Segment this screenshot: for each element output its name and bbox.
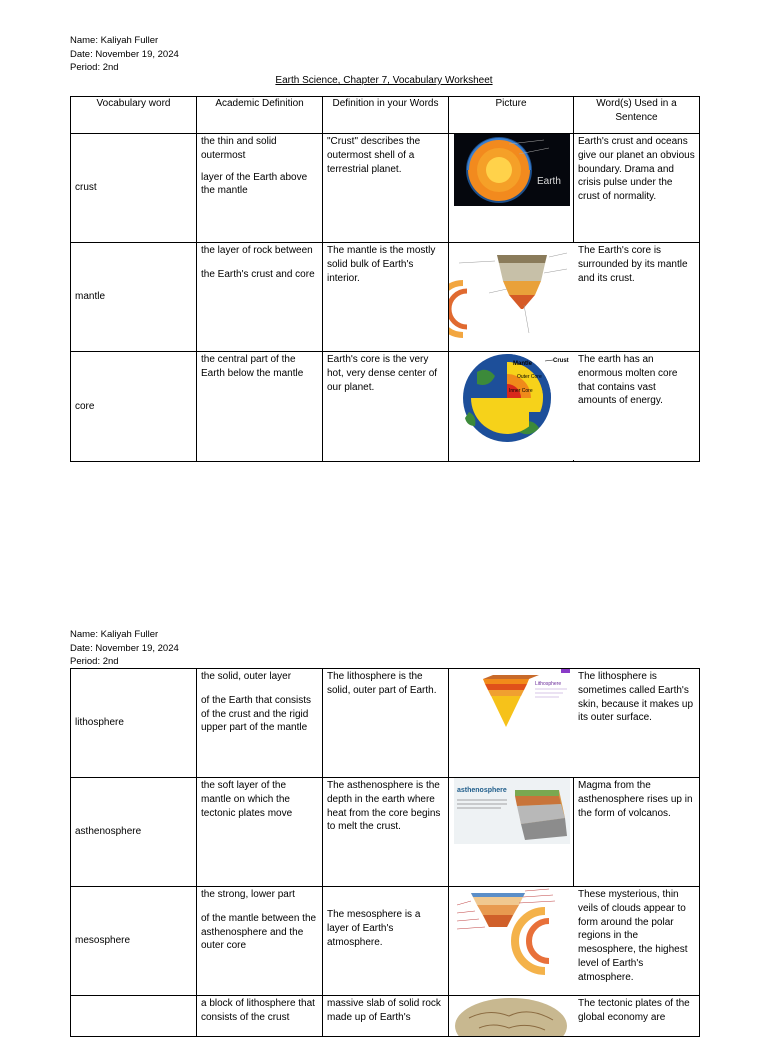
academic-definition-a: the thin and solid outermost [201,136,277,161]
academic-definition [197,887,323,996]
academic-definition-b: of the Earth that consists of the crust and the rigid upper part of the mantle [201,694,312,734]
academic-definition [197,134,323,243]
core-diagram-image [449,352,574,460]
table-row [71,243,700,352]
academic-definition: the central part of the Earth below the mantle [197,352,323,462]
table-row [71,134,700,243]
vocab-word: asthenosphere [71,778,197,887]
table-row [71,352,700,462]
academic-definition-b: of the mantle between the asthenosphere and the outer core [201,912,317,952]
own-definition [323,887,449,996]
mantle-label: Mantle [513,361,533,367]
tectonic-plate-image [449,996,574,1036]
academic-definition: a block of lithosphere that consists of the crust [197,996,323,1037]
lithosphere-image [449,669,574,777]
own-definition: The lithosphere is the solid, outer part of Earth. [323,669,449,778]
asthenosphere-image [449,778,574,886]
page2-header [70,628,179,669]
page1-header [70,34,179,75]
academic-definition-a: the solid, outer layer [201,671,292,682]
table-row [71,996,700,1037]
name-line: Name: Kaliyah Fuller [70,35,159,46]
picture-cell [449,887,574,996]
own-definition: The mantle is the mostly solid bulk of Earth's interior. [323,243,449,352]
name-line: Name: Kaliyah Fuller [70,629,159,640]
picture-cell [449,243,574,352]
table-header-row [71,97,700,134]
picture-label: Earth [537,176,561,187]
vocab-word [71,996,197,1037]
col-header-academic: Academic Definition [197,97,323,134]
own-definition-text: The mesosphere is a layer of Earth's atmosphere. [327,909,421,948]
crust-label: Crust [553,358,569,364]
col-header-own: Definition in your Words [323,97,449,134]
date-line: Date: November 19, 2024 [70,48,179,60]
sentence: Magma from the asthenosphere rises up in the form of volcanos. [574,778,700,887]
own-definition: massive slab of solid rock made up of Earth's [323,996,449,1037]
picture-cell [449,778,574,887]
vocab-table-page2 [70,668,700,1037]
academic-definition [197,243,323,352]
period-line: Period: 2nd [70,656,119,667]
col-header-picture: Picture [449,97,574,134]
sentence: The lithosphere is sometimes called Earth's skin, because it makes up its outer surface. [574,669,700,778]
table-row [71,887,700,996]
picture-cell [449,669,574,778]
own-definition: The asthenosphere is the depth in the earth where heat from the core begins to melt the crust. [323,778,449,887]
sentence: Earth's crust and oceans give our planet an obvious boundary. Drama and crisis pulse under the crust of normality. [574,134,700,243]
period-line: Period: 2nd [70,62,119,73]
sentence: These mysterious, thin veils of clouds appear to form around the polar regions in the mesosphere, the highest level of Earth's atmosphere. [574,887,700,996]
table-row [71,669,700,778]
earth-crust-image [449,134,574,242]
academic-definition-b: layer of the Earth above the mantle [201,171,308,197]
col-header-sentence: Word(s) Used in a Sentence [574,97,700,134]
mesosphere-image [449,887,574,995]
picture-label: Lithosphere [535,681,562,687]
worksheet-title: Earth Science, Chapter 7, Vocabulary Worksheet [275,75,493,86]
table-row [71,778,700,887]
picture-cell [449,996,574,1037]
col-header-word: Vocabulary word [71,97,197,134]
picture-cell [449,134,574,243]
outer-core-label: Outer Core [517,374,542,380]
mantle-diagram-image [449,243,574,351]
academic-definition-a: the layer of rock between [201,245,313,256]
sentence: The Earth's core is surrounded by its mantle and its crust. [574,243,700,352]
picture-label: asthenosphere [457,787,507,794]
academic-definition-a: the strong, lower part [201,889,295,900]
own-definition: Earth's core is the very hot, very dense center of our planet. [323,352,449,462]
own-definition: "Crust" describes the outermost shell of a terrestrial planet. [323,134,449,243]
inner-core-label: Inner Core [509,388,533,394]
vocab-word: mesosphere [71,887,197,996]
vocab-word: crust [71,134,197,243]
sentence: The tectonic plates of the global economy are [574,996,700,1037]
date-line: Date: November 19, 2024 [70,642,179,654]
academic-definition: the soft layer of the mantle on which the tectonic plates move [197,778,323,887]
academic-definition-b: the Earth's crust and core [201,268,315,280]
academic-definition [197,669,323,778]
picture-cell [449,352,574,462]
vocab-table-page1 [70,96,700,462]
vocab-word: core [71,352,197,462]
vocab-word: lithosphere [71,669,197,778]
vocab-word: mantle [71,243,197,352]
sentence: The earth has an enormous molten core that contains vast amounts of energy. [574,352,700,462]
